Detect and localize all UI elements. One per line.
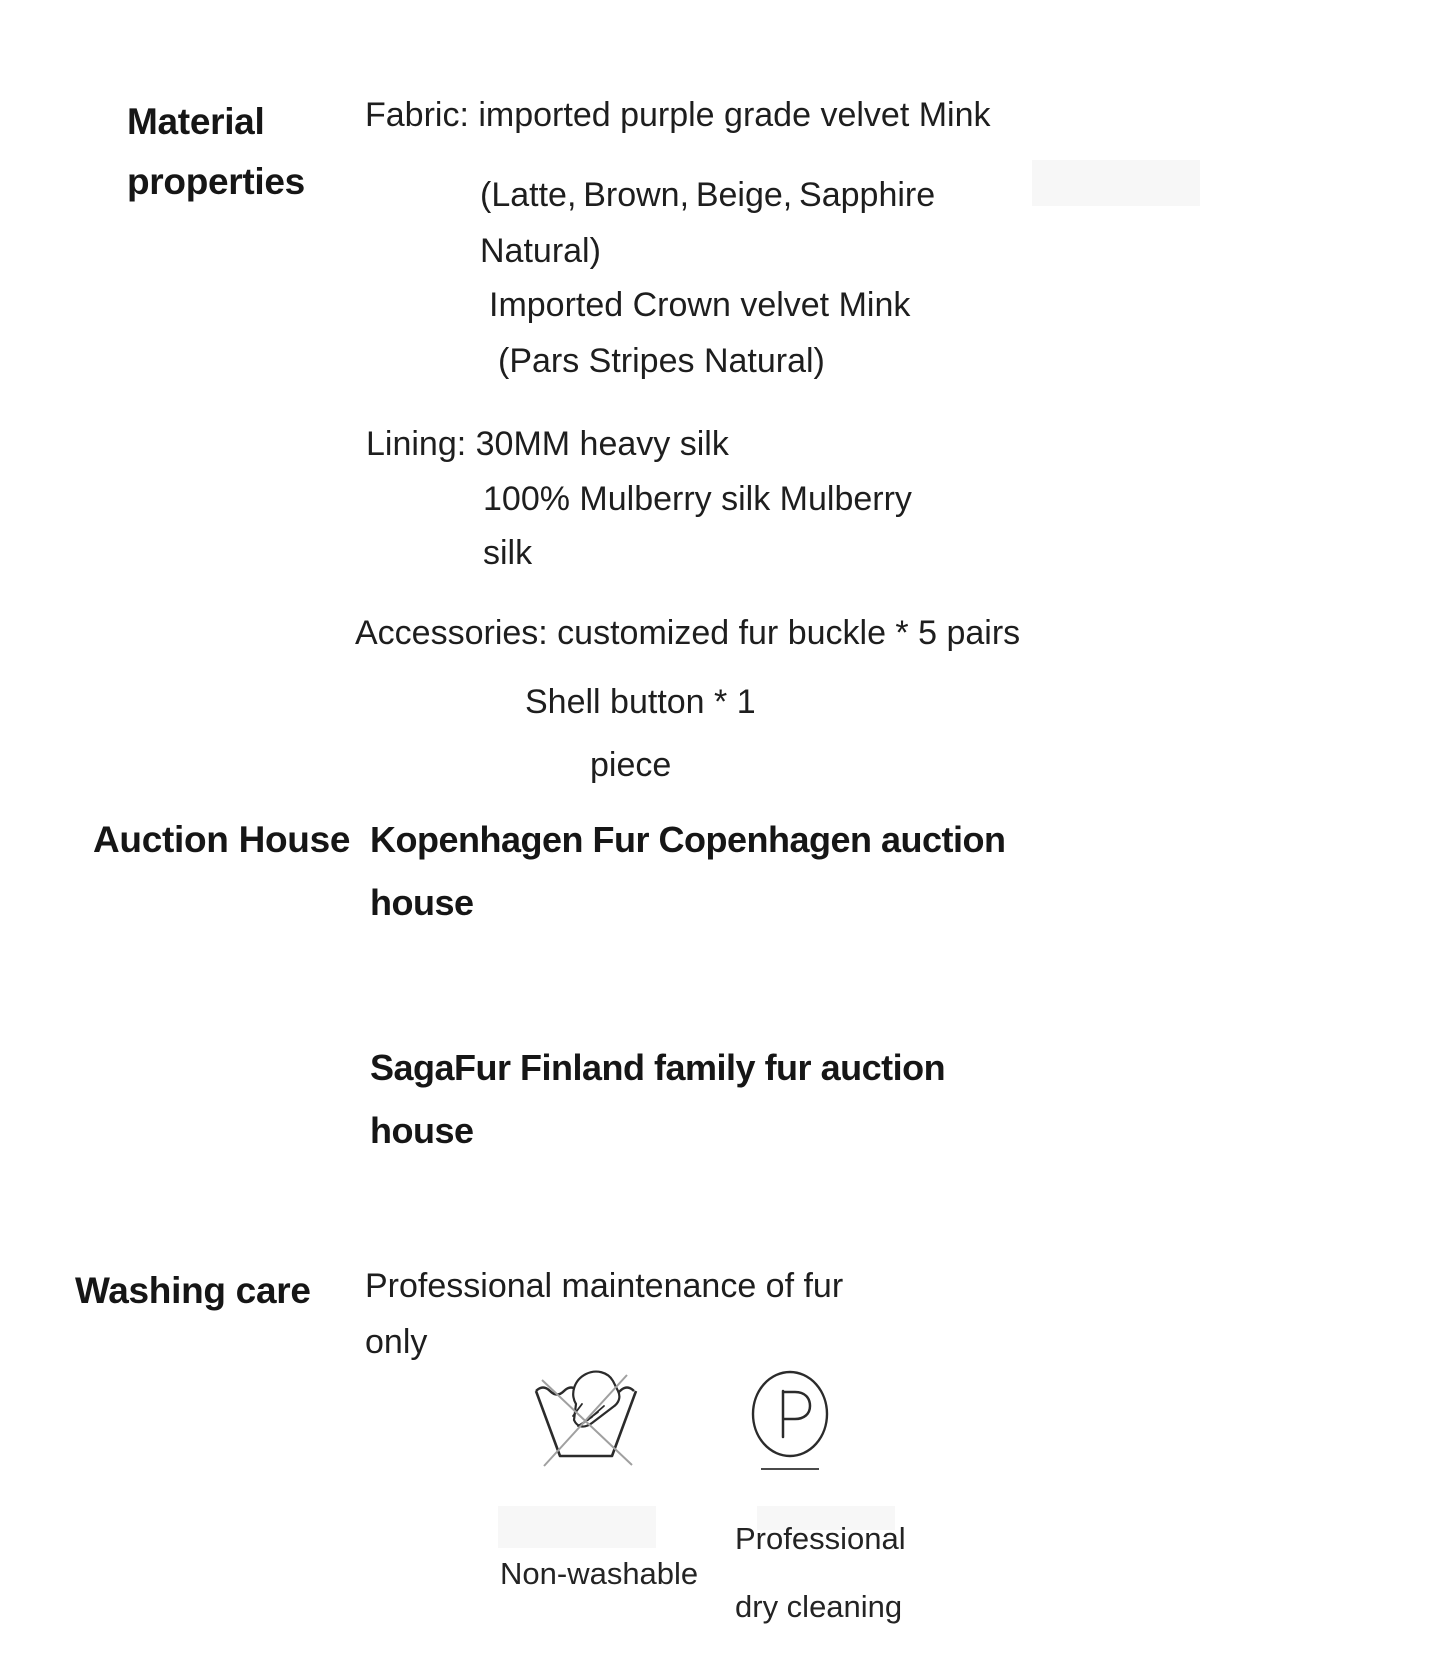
washing-note: only bbox=[365, 1323, 428, 1361]
no-hand-wash-icon bbox=[530, 1366, 642, 1468]
auction-house-line: house bbox=[370, 882, 474, 923]
care-symbol-caption: dry cleaning bbox=[735, 1589, 903, 1624]
accessories-detail: Shell button * 1 bbox=[525, 683, 756, 721]
fabric-detail: (Pars Stripes Natural) bbox=[498, 342, 825, 380]
washing-section-label: Washing care bbox=[75, 1270, 311, 1311]
professional-dry-clean-icon bbox=[744, 1368, 836, 1478]
overlay-patch bbox=[1032, 160, 1200, 206]
washing-note: Professional maintenance of fur bbox=[365, 1267, 844, 1305]
lining-detail: silk bbox=[483, 534, 533, 572]
accessories-line: Accessories: customized fur buckle * 5 pairs bbox=[355, 614, 1021, 652]
material-section-label: properties bbox=[127, 161, 305, 202]
auction-house-line: Kopenhagen Fur Copenhagen auction bbox=[370, 819, 1006, 860]
auction-house-line: house bbox=[370, 1110, 474, 1151]
lining-detail: 100% Mulberry silk Mulberry bbox=[483, 480, 912, 518]
care-symbol-caption: Non-washable bbox=[500, 1556, 699, 1591]
auction-house-1 bbox=[370, 808, 1006, 934]
auction-house-line: SagaFur Finland family fur auction bbox=[370, 1047, 946, 1088]
accessories-detail: piece bbox=[590, 746, 672, 784]
auction-section-label: Auction House bbox=[93, 819, 351, 860]
fabric-detail: Imported Crown velvet Mink bbox=[489, 286, 911, 324]
overlay-patch bbox=[498, 1506, 656, 1548]
fabric-line: Fabric: imported purple grade velvet Mink bbox=[365, 96, 991, 134]
material-section-label: Material bbox=[127, 101, 265, 142]
fabric-detail: (Latte, Brown, Beige, Sapphire bbox=[480, 176, 936, 214]
care-symbol-caption: Professional bbox=[735, 1521, 906, 1556]
auction-house-2 bbox=[370, 1036, 945, 1162]
fabric-detail: Natural) bbox=[480, 232, 601, 270]
lining-line: Lining: 30MM heavy silk bbox=[366, 425, 729, 463]
